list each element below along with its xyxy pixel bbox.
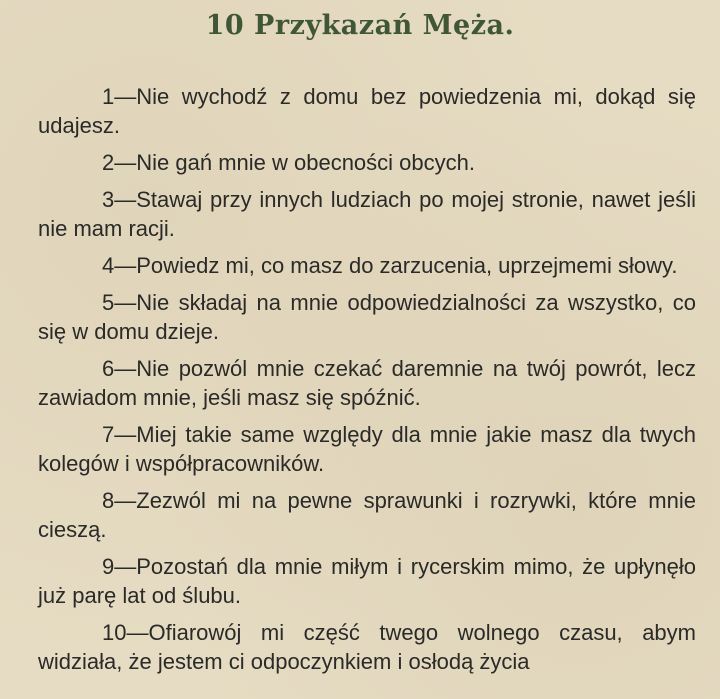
commandment-7	[38, 420, 696, 478]
page-title: 10 Przykazań Męża.	[205, 10, 515, 41]
commandment-10	[38, 618, 696, 676]
number-separator: —	[114, 422, 137, 447]
commandment-text: Nie składaj na mnie odpowiedzialności za wszystko, co się w domu dzieje.	[38, 290, 696, 344]
commandment-number: 6	[102, 356, 115, 381]
number-separator: —	[114, 187, 137, 212]
number-separator: —	[114, 84, 137, 109]
commandment-text: Nie gań mnie w obecności obcych.	[136, 150, 475, 175]
commandment-number: 3	[102, 187, 115, 212]
commandment-number: 7	[102, 422, 115, 447]
commandment-5	[38, 288, 696, 346]
commandment-number: 8	[102, 488, 115, 513]
number-separator: —	[114, 356, 137, 381]
commandment-number: 2	[102, 150, 115, 175]
commandment-text: Nie pozwól mnie czekać daremnie na twój powrót, lecz zawiadom mnie, jeśli masz się spóźnić.	[38, 356, 696, 410]
commandment-text: Ofiarowój mi część twego wolnego czasu, abym widziała, że jestem ci odpoczynkiem i osłodą życia	[38, 620, 696, 674]
commandments-list	[38, 82, 696, 684]
number-separator: —	[114, 290, 137, 315]
number-separator: —	[114, 488, 137, 513]
commandment-text: Zezwól mi na pewne sprawunki i rozrywki, które mnie cieszą.	[38, 488, 696, 542]
commandment-8	[38, 486, 696, 544]
commandment-number: 1	[102, 84, 115, 109]
commandment-number: 5	[102, 290, 115, 315]
commandment-6	[38, 354, 696, 412]
commandment-4	[38, 251, 696, 280]
commandment-number: 4	[102, 253, 115, 278]
commandment-3	[38, 185, 696, 243]
commandment-2	[38, 148, 696, 177]
commandment-text: Miej takie same względy dla mnie jakie masz dla twych kolegów i współpracowników.	[38, 422, 696, 476]
number-separator: —	[114, 150, 137, 175]
commandment-1	[38, 82, 696, 140]
number-separator: —	[126, 620, 149, 645]
commandment-text: Nie wychodź z domu bez powiedzenia mi, dokąd się udajesz.	[38, 84, 696, 138]
commandment-text: Powiedz mi, co masz do zarzucenia, uprzejmemi słowy.	[136, 253, 678, 278]
commandment-number: 10	[102, 620, 127, 645]
number-separator: —	[114, 554, 137, 579]
commandment-9	[38, 552, 696, 610]
commandment-text: Pozostań dla mnie miłym i rycerskim mimo, że upłynęło już parę lat od ślubu.	[38, 554, 696, 608]
number-separator: —	[114, 253, 137, 278]
commandment-text: Stawaj przy innych ludziach po mojej stronie, nawet jeśli nie mam racji.	[38, 187, 696, 241]
commandment-number: 9	[102, 554, 115, 579]
